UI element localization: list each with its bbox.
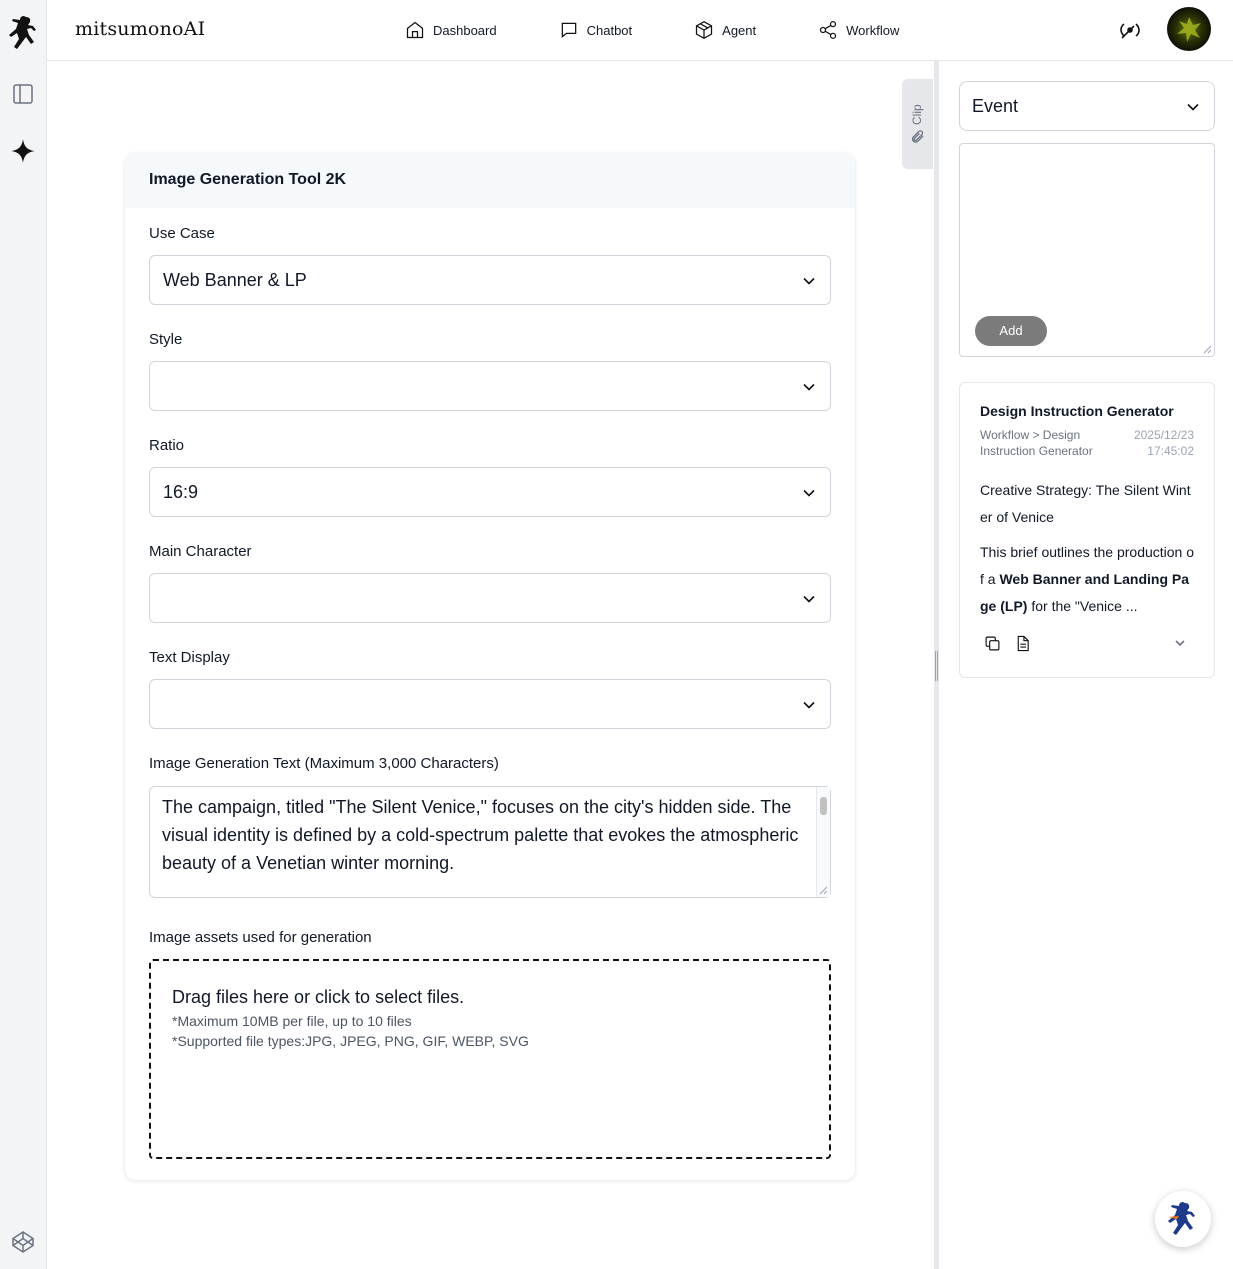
chevron-down-icon (802, 486, 816, 500)
summary-prefix: This brief outlines the production of a (980, 544, 1195, 587)
home-icon (405, 20, 425, 40)
history-card[interactable] (959, 382, 1215, 678)
ratio-label: Ratio (149, 437, 185, 454)
nav-workflow[interactable] (818, 20, 899, 40)
prompt-text: The campaign, titled "The Silent Venice," focuses on the city's hidden side. The visual identity is defined by a cold-spectrum palette that evokes the atmospheric beauty of a Venetian winter morning. (162, 797, 799, 873)
share-icon (818, 20, 838, 40)
cube-icon (694, 20, 714, 40)
history-time: 17:45:02 (1147, 444, 1194, 458)
add-button[interactable]: Add (975, 316, 1047, 346)
user-avatar[interactable] (1167, 7, 1211, 51)
use-case-value: Web Banner & LP (163, 270, 307, 290)
history-body (980, 477, 1196, 628)
nav-dashboard[interactable] (405, 20, 497, 40)
prompt-label: Image Generation Text (Maximum 3,000 Characters) (149, 755, 499, 772)
clip-label: Clip (910, 104, 924, 125)
resize-grip-icon[interactable] (819, 886, 828, 895)
style-label: Style (149, 331, 183, 348)
avatar-image-icon (1167, 7, 1211, 51)
main-content (47, 61, 934, 1269)
nav-agent[interactable] (694, 20, 756, 40)
image-generation-form (125, 153, 855, 1180)
history-summary (980, 539, 1196, 620)
codepen-icon[interactable] (11, 1230, 35, 1254)
ratio-value: 16:9 (163, 482, 199, 502)
style-select[interactable] (149, 361, 831, 411)
assets-label: Image assets used for generation (149, 929, 372, 946)
ninja-logo-icon[interactable] (6, 14, 40, 54)
assistant-fab[interactable] (1155, 1191, 1211, 1247)
prompt-textarea[interactable] (149, 786, 831, 898)
history-title: Design Instruction Generator (980, 403, 1174, 419)
history-timestamp (1134, 427, 1194, 459)
broadcast-icon[interactable] (1118, 18, 1142, 42)
event-select[interactable] (959, 81, 1215, 131)
history-date: 2025/12/23 (1133, 428, 1194, 442)
splitter-handle[interactable] (935, 651, 938, 681)
scrollbar-thumb[interactable] (820, 797, 827, 815)
form-title: Image Generation Tool 2K (125, 153, 855, 208)
file-dropzone[interactable] (149, 959, 831, 1159)
chevron-down-icon (802, 380, 816, 394)
dropzone-title: Drag files here or click to select files. (172, 987, 465, 1007)
ratio-select[interactable] (149, 467, 831, 517)
nav-label: Chatbot (586, 22, 633, 38)
sidebar-toggle-icon[interactable] (11, 82, 35, 106)
clip-tab[interactable] (902, 79, 933, 169)
note-input[interactable] (959, 143, 1215, 357)
chevron-down-icon (802, 592, 816, 606)
history-actions (984, 635, 1194, 653)
use-case-label: Use Case (149, 225, 215, 242)
paperclip-icon (910, 129, 925, 144)
dropzone-types-note: *Supported file types:JPG, JPEG, PNG, GIF, WEBP, SVG (172, 1033, 529, 1049)
nav-label: Dashboard (433, 22, 497, 38)
textarea-scrollbar[interactable] (816, 787, 830, 897)
text-display-select[interactable] (149, 679, 831, 729)
summary-suffix: for the "Venice ... (1027, 598, 1138, 614)
chevron-down-icon[interactable] (1173, 636, 1187, 650)
resize-grip-icon[interactable] (1203, 345, 1212, 354)
history-heading: Creative Strategy: The Silent Winter of Venice (980, 482, 1191, 525)
chat-icon (559, 20, 579, 40)
chevron-down-icon (802, 698, 816, 712)
main-nav (405, 0, 961, 60)
event-select-value: Event (972, 96, 1019, 116)
dropzone-size-note: *Maximum 10MB per file, up to 10 files (172, 1013, 412, 1029)
nav-label: Agent (722, 22, 757, 38)
main-character-select[interactable] (149, 573, 831, 623)
text-display-label: Text Display (149, 649, 230, 666)
main-character-label: Main Character (149, 543, 252, 560)
brand-name[interactable]: mitsumonoAI (75, 18, 206, 40)
use-case-select[interactable] (149, 255, 831, 305)
top-header (47, 0, 1233, 61)
history-path: Workflow > Design Instruction Generator (980, 428, 1093, 458)
ninja-mascot-icon (1165, 1200, 1201, 1238)
nav-chatbot[interactable] (559, 20, 633, 40)
chevron-down-icon (802, 274, 816, 288)
sparkle-icon[interactable] (10, 138, 36, 164)
document-icon[interactable] (1014, 635, 1031, 652)
summary-bold: Web Banner and Landing Page (LP) (980, 571, 1190, 614)
right-panel (939, 61, 1233, 1269)
left-rail (0, 0, 47, 1269)
copy-icon[interactable] (984, 635, 1001, 652)
nav-label: Workflow (846, 22, 900, 38)
chevron-down-icon (1186, 100, 1200, 114)
